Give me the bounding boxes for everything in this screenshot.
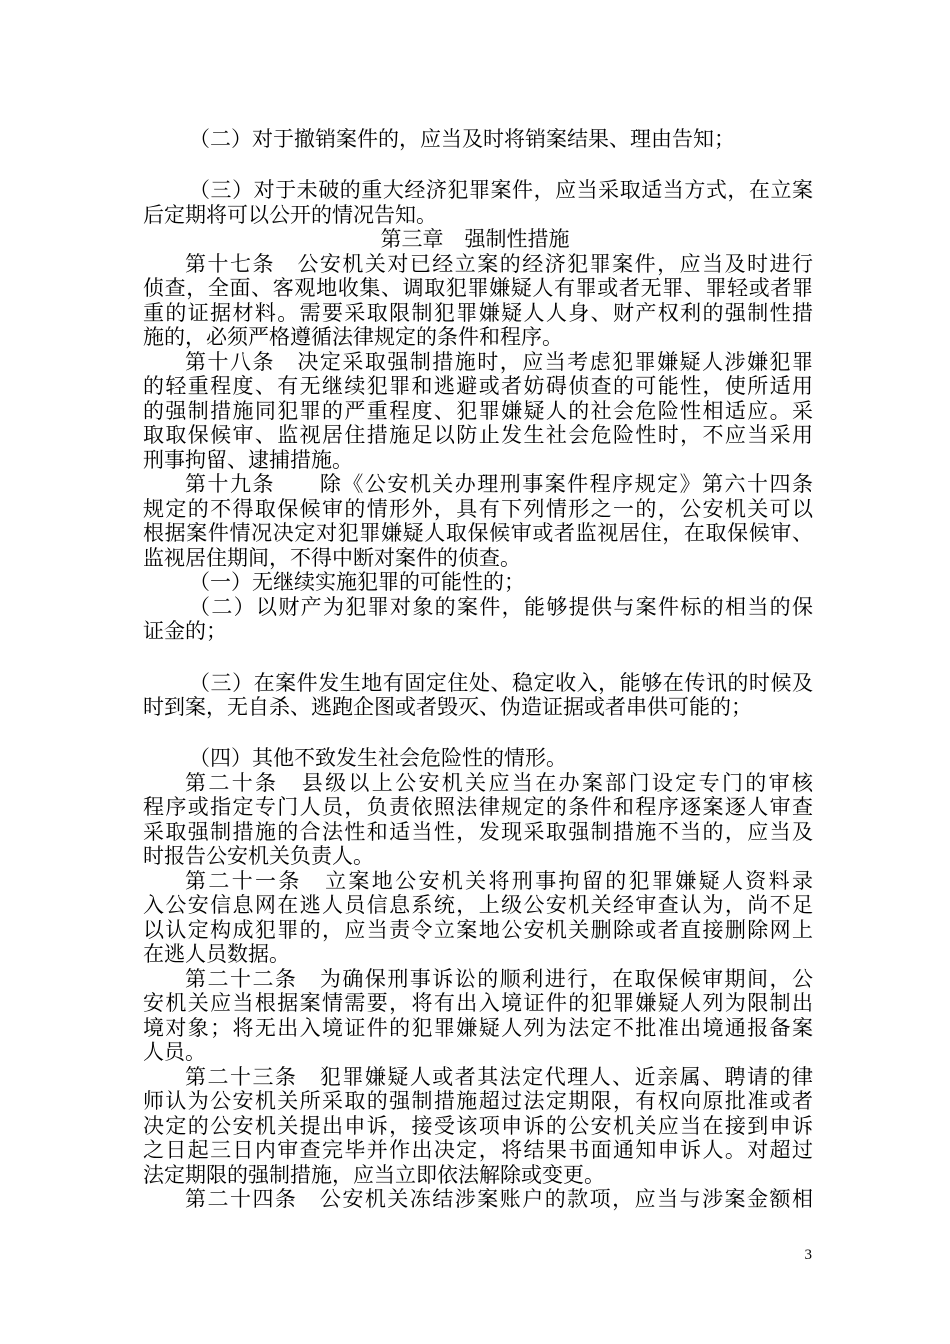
clause-3-line-1: （三）对于未破的重大经济犯罪案件，应当采取适当方式，在立案	[189, 178, 813, 202]
article-19-line-3: 根据案件情况决定对犯罪嫌疑人取保候审或者监视居住，在取保候审、	[143, 521, 813, 545]
page-number: 3	[804, 1247, 812, 1263]
article-24-line-1: 第二十四条 公安机关冻结涉案账户的款项，应当与涉案金额相	[185, 1187, 813, 1211]
article-18-line-4: 取取保候审、监视居住措施足以防止发生社会危险性时，不应当采用	[143, 423, 813, 447]
article-19-line-2: 规定的不得取保候审的情形外，具有下列情形之一的，公安机关可以	[143, 497, 813, 521]
article-21-line-1: 第二十一条 立案地公安机关将刑事拘留的犯罪嫌疑人资料录	[185, 869, 813, 893]
article-19-item-2-line-1: （二）以财产为犯罪对象的案件，能够提供与案件标的相当的保	[189, 595, 813, 619]
clause-3-line-2: 后定期将可以公开的情况告知。	[143, 203, 437, 227]
article-22-line-4: 人员。	[143, 1040, 206, 1064]
article-22-line-3: 境对象；将无出入境证件的犯罪嫌疑人列为法定不批准出境通报备案	[143, 1016, 813, 1040]
article-23-line-4: 之日起三日内审查完毕并作出决定，将结果书面通知申诉人。对超过	[143, 1138, 813, 1162]
article-18-line-5: 刑事拘留、逮捕措施。	[143, 448, 353, 472]
article-23-line-2: 师认为公安机关所采取的强制措施超过法定期限，有权向原批准或者	[143, 1089, 813, 1113]
article-19-item-3-line-1: （三）在案件发生地有固定住处、稳定收入，能够在传讯的时候及	[189, 671, 813, 695]
article-19-line-1: 第十九条 除《公安机关办理刑事案件程序规定》第六十四条	[185, 472, 813, 496]
article-21-line-4: 在逃人员数据。	[143, 942, 290, 966]
article-23-line-1: 第二十三条 犯罪嫌疑人或者其法定代理人、近亲属、聘请的律	[185, 1065, 813, 1089]
clause-2-revoked-cases: （二）对于撤销案件的，应当及时将销案结果、理由告知；	[189, 127, 735, 151]
article-19-item-3-line-2: 时到案，无自杀、逃跑企图或者毁灭、伪造证据或者串供可能的；	[143, 695, 752, 719]
article-17-line-3: 重的证据材料。需要采取限制犯罪嫌疑人人身、财产权利的强制性措	[143, 301, 813, 325]
article-17-line-2: 侦查，全面、客观地收集、调取犯罪嫌疑人有罪或者无罪、罪轻或者罪	[143, 276, 813, 300]
article-20-line-2: 程序或指定专门人员，负责依照法律规定的条件和程序逐案逐人审查	[143, 795, 813, 819]
article-19-item-1: （一）无继续实施犯罪的可能性的；	[189, 570, 525, 594]
article-19-item-4: （四）其他不致发生社会危险性的情形。	[189, 746, 567, 770]
article-20-line-3: 采取强制措施的合法性和适当性，发现采取强制措施不当的，应当及	[143, 820, 813, 844]
article-20-line-1: 第二十条 县级以上公安机关应当在办案部门设定专门的审核	[185, 771, 813, 795]
chapter-heading: 第三章 强制性措施	[380, 227, 570, 251]
article-19-line-4: 监视居住期间，不得中断对案件的侦查。	[143, 546, 521, 570]
article-18-line-3: 的强制措施同犯罪的严重程度、犯罪嫌疑人的社会危险性相适应。采	[143, 399, 813, 423]
article-17-line-1: 第十七条 公安机关对已经立案的经济犯罪案件，应当及时进行	[185, 252, 813, 276]
article-23-line-5: 法定期限的强制措施，应当立即依法解除或变更。	[143, 1163, 605, 1187]
article-21-line-3: 以认定构成犯罪的，应当责令立案地公安机关删除或者直接删除网上	[143, 918, 813, 942]
article-18-line-1: 第十八条 决定采取强制措施时，应当考虑犯罪嫌疑人涉嫌犯罪	[185, 350, 813, 374]
article-19-item-2-line-2: 证金的；	[143, 619, 227, 643]
article-20-line-4: 时报告公安机关负责人。	[143, 844, 374, 868]
article-22-line-1: 第二十二条 为确保刑事诉讼的顺利进行，在取保候审期间，公	[185, 967, 813, 991]
article-17-line-4: 施的，必须严格遵循法律规定的条件和程序。	[143, 325, 563, 349]
article-23-line-3: 决定的公安机关提出申诉，接受该项申诉的公安机关应当在接到申诉	[143, 1114, 813, 1138]
article-18-line-2: 的轻重程度、有无继续犯罪和逃避或者妨碍侦查的可能性，使所适用	[143, 374, 813, 398]
article-22-line-2: 安机关应当根据案情需要，将有出入境证件的犯罪嫌疑人列为限制出	[143, 991, 813, 1015]
article-21-line-2: 入公安信息网在逃人员信息系统，上级公安机关经审查认为，尚不足	[143, 893, 813, 917]
